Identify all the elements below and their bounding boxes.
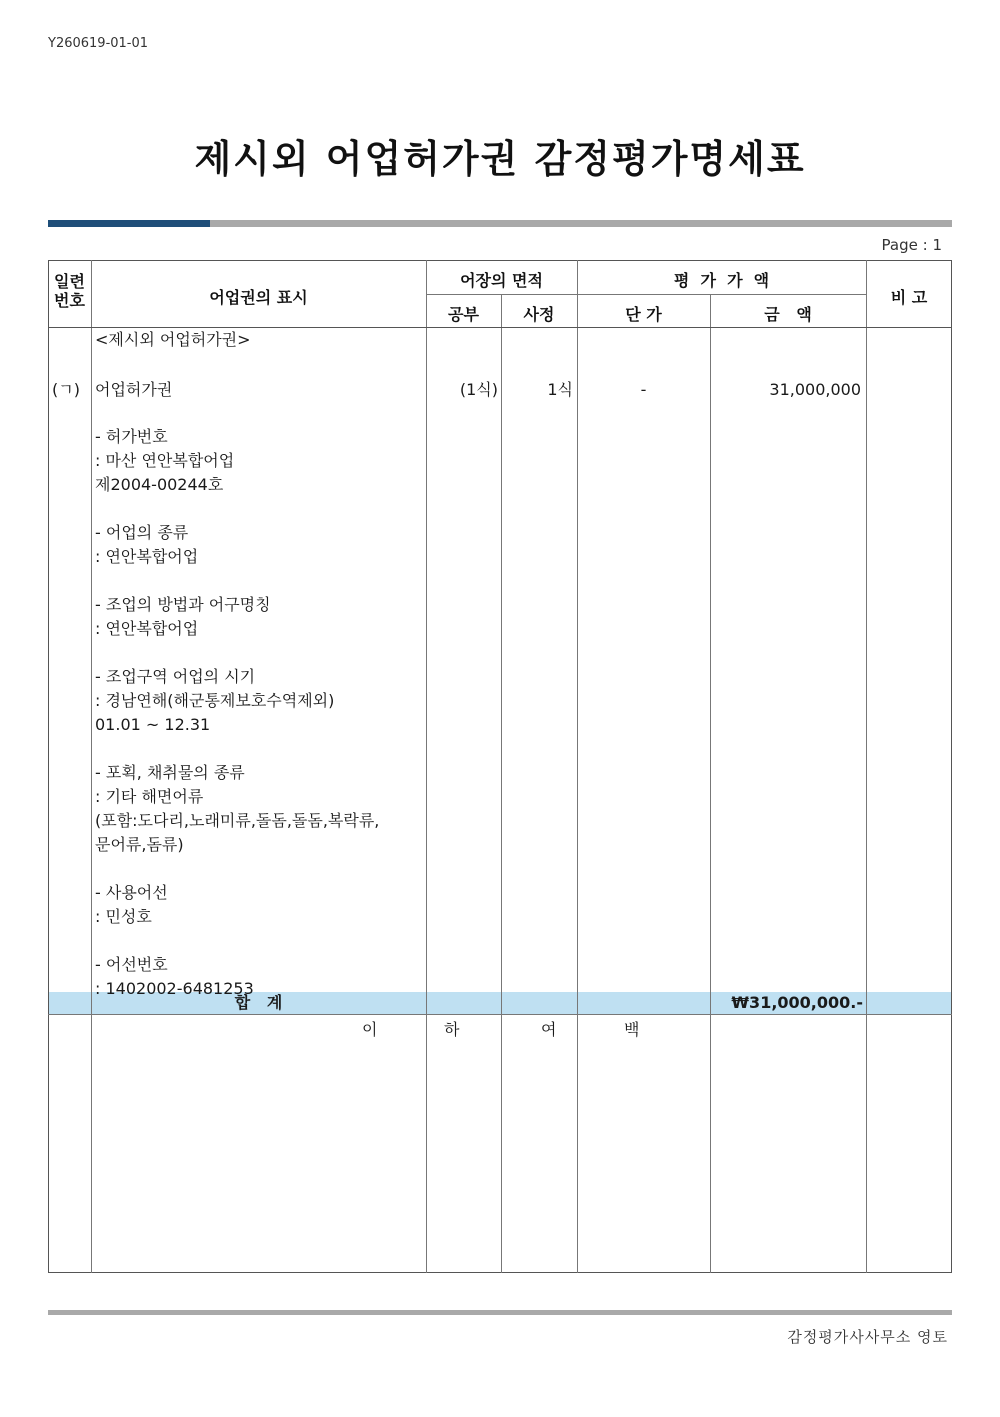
amount-value: 31,000,000: [769, 380, 861, 399]
header-description: 어업권의 표시: [209, 288, 308, 307]
item-name: 어업허가권: [95, 380, 173, 399]
area-public-value: (1식): [459, 380, 498, 399]
bottom-divider: [48, 1310, 952, 1315]
header-amount: 금 액: [764, 305, 812, 324]
header-area: 어장의 면적: [460, 271, 543, 290]
license-details: [95, 425, 425, 1001]
detail-spacer: [95, 857, 425, 881]
header-area-actual: 사정: [523, 305, 555, 324]
detail-line: : 민성호: [95, 907, 152, 926]
header-mid-line: [426, 294, 866, 295]
total-bottom-line: [48, 1014, 952, 1015]
header-unit-price: 단 가: [625, 305, 662, 324]
closing-mark-1: 이: [362, 1020, 378, 1039]
detail-line: 01.01 ~ 12.31: [95, 715, 211, 734]
unit-price-value: -: [640, 380, 647, 399]
closing-mark-3: 여: [541, 1020, 557, 1039]
detail-spacer: [95, 497, 425, 521]
detail-line: : 경남연해(해군통제보호수역제외): [95, 691, 335, 710]
document-id: Y260619-01-01: [48, 36, 149, 51]
col-divider-area-end: [577, 260, 578, 1273]
detail-spacer: [95, 641, 425, 665]
top-divider-accent: [48, 220, 210, 227]
page-title: 제시외 어업허가권 감정평가명세표: [194, 137, 806, 181]
header-area-public: 공부: [448, 305, 479, 324]
header-serial: 일련 번호: [54, 272, 85, 310]
row-serial: (ㄱ): [52, 380, 80, 399]
detail-line: : 연안복합어업: [95, 619, 199, 638]
header-remarks: 비 고: [890, 288, 928, 307]
detail-line: 제2004-00244호: [95, 475, 224, 494]
detail-line: - 어선번호: [95, 955, 168, 974]
detail-spacer: [95, 929, 425, 953]
detail-line: - 허가번호: [95, 427, 168, 446]
total-label: 합 계: [234, 993, 283, 1012]
col-divider-serial: [91, 260, 92, 1273]
closing-mark-2: 하: [444, 1020, 460, 1039]
detail-line: - 포획, 채취물의 종류: [95, 763, 245, 782]
detail-line: - 조업의 방법과 어구명칭: [95, 595, 271, 614]
detail-spacer: [95, 569, 425, 593]
detail-line: 문어류,돔류): [95, 835, 184, 854]
header-valuation: 평 가 가 액: [673, 271, 770, 290]
detail-line: : 마산 연안복합어업: [95, 451, 235, 470]
area-actual-value: 1식: [547, 380, 573, 399]
total-amount: ₩31,000,000.-: [731, 993, 863, 1012]
detail-line: (포함:도다리,노래미류,돌돔,돌돔,복락류,: [95, 811, 380, 830]
page-number: Page : 1: [881, 236, 942, 254]
office-name: 감정평가사사무소 영토: [787, 1328, 948, 1346]
detail-line: : 1402002-6481253: [95, 979, 254, 998]
detail-line: : 연안복합어업: [95, 547, 199, 566]
section-title: <제시외 어업허가권>: [95, 330, 251, 349]
col-divider-unit: [710, 294, 711, 1273]
col-divider-area: [501, 294, 502, 1273]
col-divider-desc: [426, 260, 427, 1273]
col-divider-amount: [866, 260, 867, 1273]
detail-spacer: [95, 737, 425, 761]
closing-mark-4: 백: [624, 1020, 640, 1039]
detail-line: - 사용어선: [95, 883, 168, 902]
detail-line: - 조업구역 어업의 시기: [95, 667, 256, 686]
detail-line: : 기타 해면어류: [95, 787, 204, 806]
detail-line: - 어업의 종류: [95, 523, 189, 542]
top-divider: [48, 220, 952, 227]
